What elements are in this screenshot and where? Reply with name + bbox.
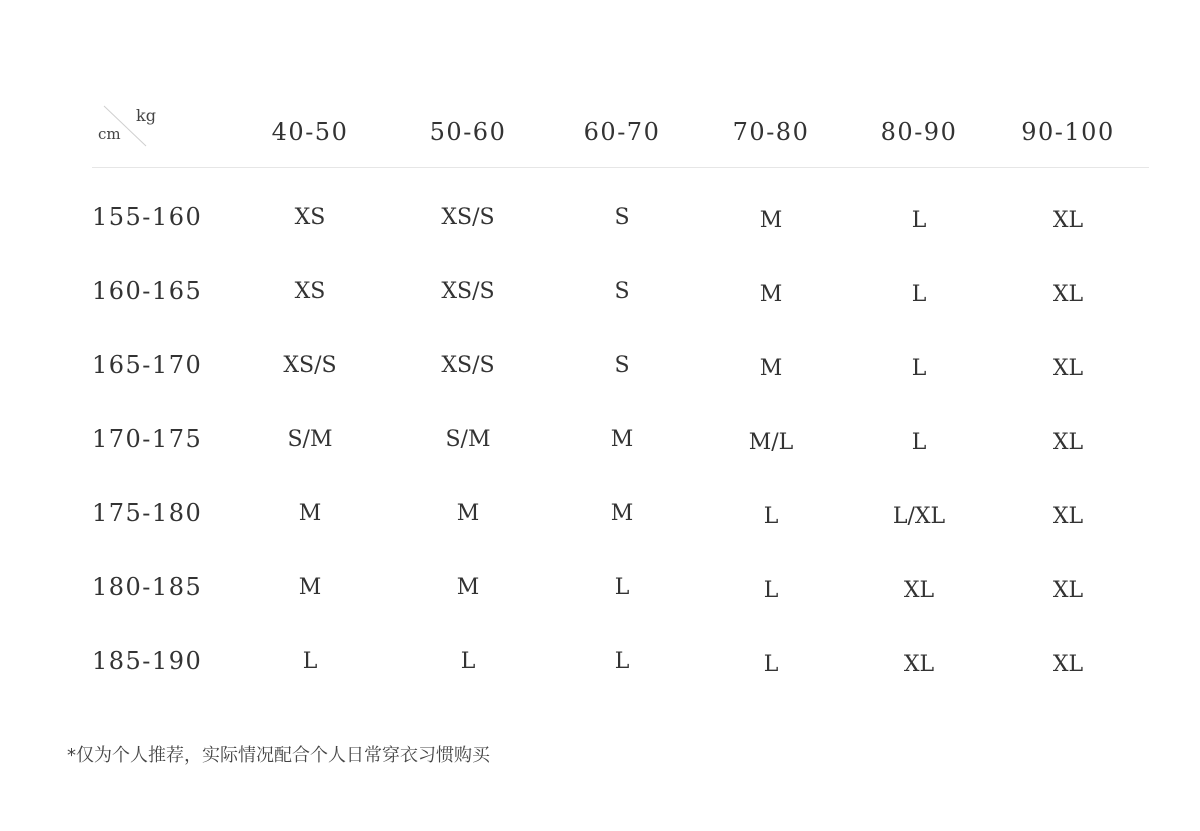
row-header: 175-180 (92, 499, 203, 527)
size-cell: M (610, 501, 634, 526)
header-divider (92, 167, 1149, 168)
size-cell: XS/S (283, 353, 337, 378)
row-header: 165-170 (92, 351, 203, 379)
table-row (0, 499, 1200, 549)
row-header: 170-175 (92, 425, 203, 453)
table-row (0, 203, 1200, 253)
size-cell: M (298, 575, 322, 600)
table-row (0, 277, 1200, 327)
size-cell: M/L (748, 430, 794, 455)
size-cell: L (911, 356, 927, 381)
size-cell: M (456, 575, 480, 600)
size-cell: XL (903, 578, 935, 603)
size-cell: S/M (445, 427, 491, 452)
size-cell: L (763, 652, 779, 677)
size-cell: L (763, 578, 779, 603)
column-header: 90-100 (1021, 118, 1115, 146)
row-header: 180-185 (92, 573, 203, 601)
size-cell: L (911, 208, 927, 233)
size-cell: XL (1052, 430, 1084, 455)
size-cell: XS/S (441, 353, 495, 378)
size-cell: L (911, 282, 927, 307)
size-cell: XL (1052, 282, 1084, 307)
table-row (0, 425, 1200, 475)
size-cell: XS (294, 279, 326, 304)
size-cell: L (911, 430, 927, 455)
size-cell: M (298, 501, 322, 526)
size-cell: XL (1052, 356, 1084, 381)
size-cell: S (614, 205, 630, 230)
column-header: 60-70 (583, 118, 661, 146)
column-header: 50-60 (429, 118, 507, 146)
size-cell: M (759, 282, 783, 307)
size-cell: L (614, 575, 630, 600)
corner-height-unit: cm (98, 125, 121, 143)
size-cell: M (759, 208, 783, 233)
size-cell: XL (1052, 504, 1084, 529)
table-row (0, 351, 1200, 401)
size-cell: XS/S (441, 205, 495, 230)
size-cell: XS/S (441, 279, 495, 304)
corner-header (92, 100, 162, 152)
column-header: 70-80 (732, 118, 810, 146)
size-cell: L (460, 649, 476, 674)
size-cell: XL (1052, 578, 1084, 603)
size-cell: XL (1052, 652, 1084, 677)
table-row (0, 647, 1200, 697)
size-cell: M (759, 356, 783, 381)
size-cell: S/M (287, 427, 333, 452)
size-cell: XS (294, 205, 326, 230)
table-row (0, 573, 1200, 623)
size-cell: XL (903, 652, 935, 677)
size-cell: M (456, 501, 480, 526)
size-cell: L (302, 649, 318, 674)
size-cell: S (614, 353, 630, 378)
corner-weight-unit: kg (136, 106, 156, 125)
column-header: 40-50 (271, 118, 349, 146)
size-cell: S (614, 279, 630, 304)
size-cell: L (614, 649, 630, 674)
size-cell: XL (1052, 208, 1084, 233)
column-header: 80-90 (880, 118, 958, 146)
row-header: 160-165 (92, 277, 203, 305)
row-header: 185-190 (92, 647, 203, 675)
size-cell: L (763, 504, 779, 529)
row-header: 155-160 (92, 203, 203, 231)
size-cell: M (610, 427, 634, 452)
size-cell: L/XL (892, 504, 946, 529)
footnote: *仅为个人推荐，实际情况配合个人日常穿衣习惯购买 (67, 745, 490, 766)
